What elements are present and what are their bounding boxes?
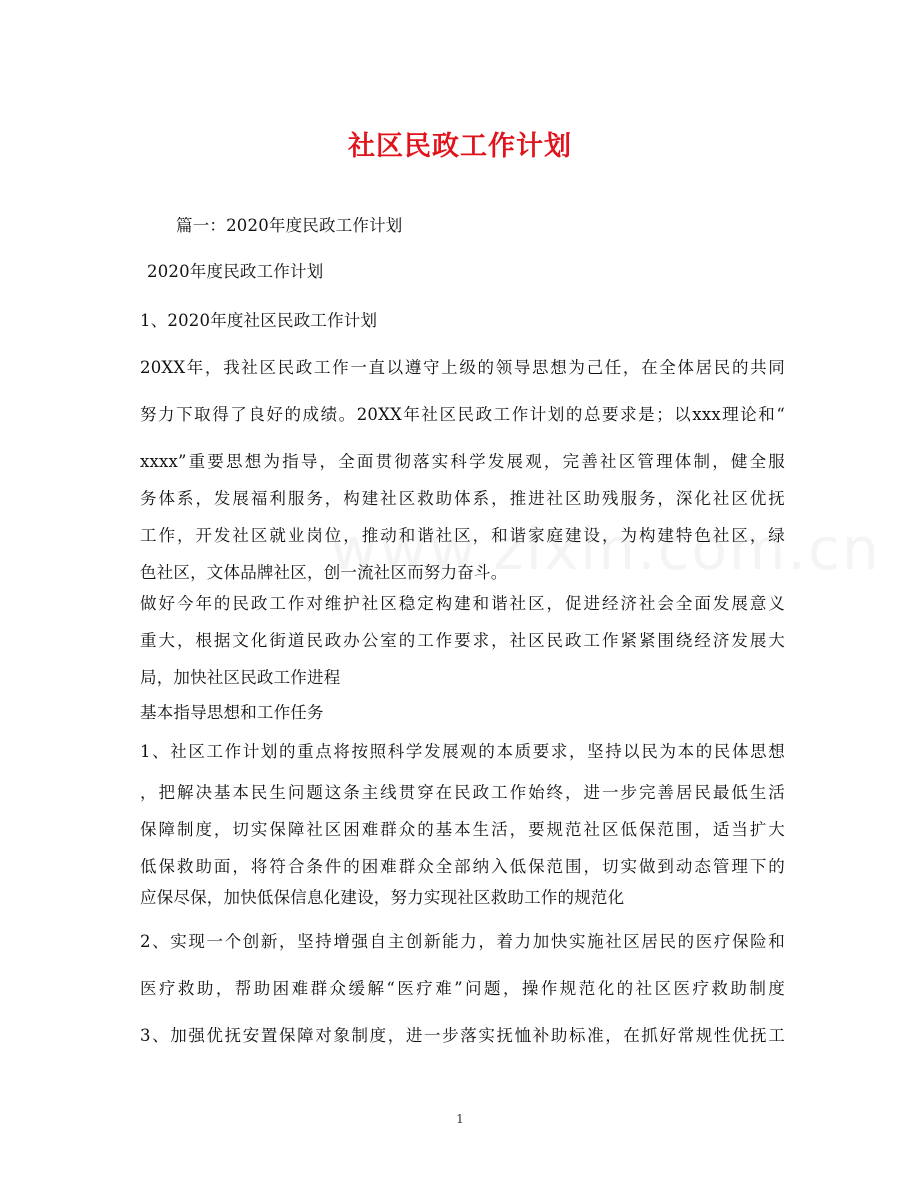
subheading: 1、2020年度社区民政工作计划 (140, 311, 378, 330)
paragraph-line: 低保救助面，将符合条件的困难群众全部纳入低保范围，切实做到动态管理下的 (140, 857, 785, 876)
paragraph-line: 医疗救助，帮助困难群众缓解“医疗难”问题，操作规范化的社区医疗救助制度 (140, 979, 785, 998)
paragraph-line: 2、实现一个创新，坚持增强自主创新能力，着力加快实施社区居民的医疗保险和 (140, 932, 785, 951)
section-heading: 篇一：2020年度民政工作计划 (176, 216, 403, 235)
paragraph-line: 务体系，发展福利服务，构建社区救助体系，推进社区助残服务，深化社区优抚 (140, 489, 785, 508)
paragraph-line: 20XX年，我社区民政工作一直以遵守上级的领导思想为己任，在全体居民的共同 (140, 358, 785, 377)
paragraph-line: 3、加强优抚安置保障对象制度，进一步落实抚恤补助标准，在抓好常规性优抚工 (140, 1026, 785, 1045)
page-number: 1 (456, 1112, 464, 1126)
paragraph-line: ，把解决基本民生问题这条主线贯穿在民政工作始终，进一步完善居民最低生活 (140, 783, 785, 802)
paragraph-line: xxxx”重要思想为指导，全面贯彻落实科学发展观，完善社区管理体制，健全服 (140, 452, 785, 471)
paragraph-line: 1、社区工作计划的重点将按照科学发展观的本质要求，坚持以民为本的民体思想 (140, 742, 785, 761)
paragraph-line: 重大，根据文化街道民政办公室的工作要求，社区民政工作紧紧围绕经济发展大 (140, 631, 785, 650)
paragraph-line: 局，加快社区民政工作进程 (140, 668, 341, 687)
paragraph-line: 做好今年的民政工作对维护社区稳定构建和谐社区，促进经济社会全面发展意义 (140, 594, 785, 613)
paragraph-line: 应保尽保，加快低保信息化建设，努力实现社区救助工作的规范化 (140, 888, 625, 907)
paragraph-line: 工作，开发社区就业岗位，推动和谐社区，和谐家庭建设，为构建特色社区，绿 (140, 526, 785, 545)
subheading: 基本指导思想和工作任务 (140, 703, 324, 722)
paragraph-line: 色社区，文体品牌社区，创一流社区而努力奋斗。 (140, 563, 508, 582)
paragraph-line: 保障制度，切实保障社区困难群众的基本生活，要规范社区低保范围，适当扩大 (140, 820, 785, 839)
subheading: 2020年度民政工作计划 (147, 262, 324, 281)
document-title: 社区民政工作计划 (348, 131, 572, 162)
paragraph-line: 努力下取得了良好的成绩。20XX年社区民政工作计划的总要求是；以xxx理论和“ (140, 405, 785, 424)
